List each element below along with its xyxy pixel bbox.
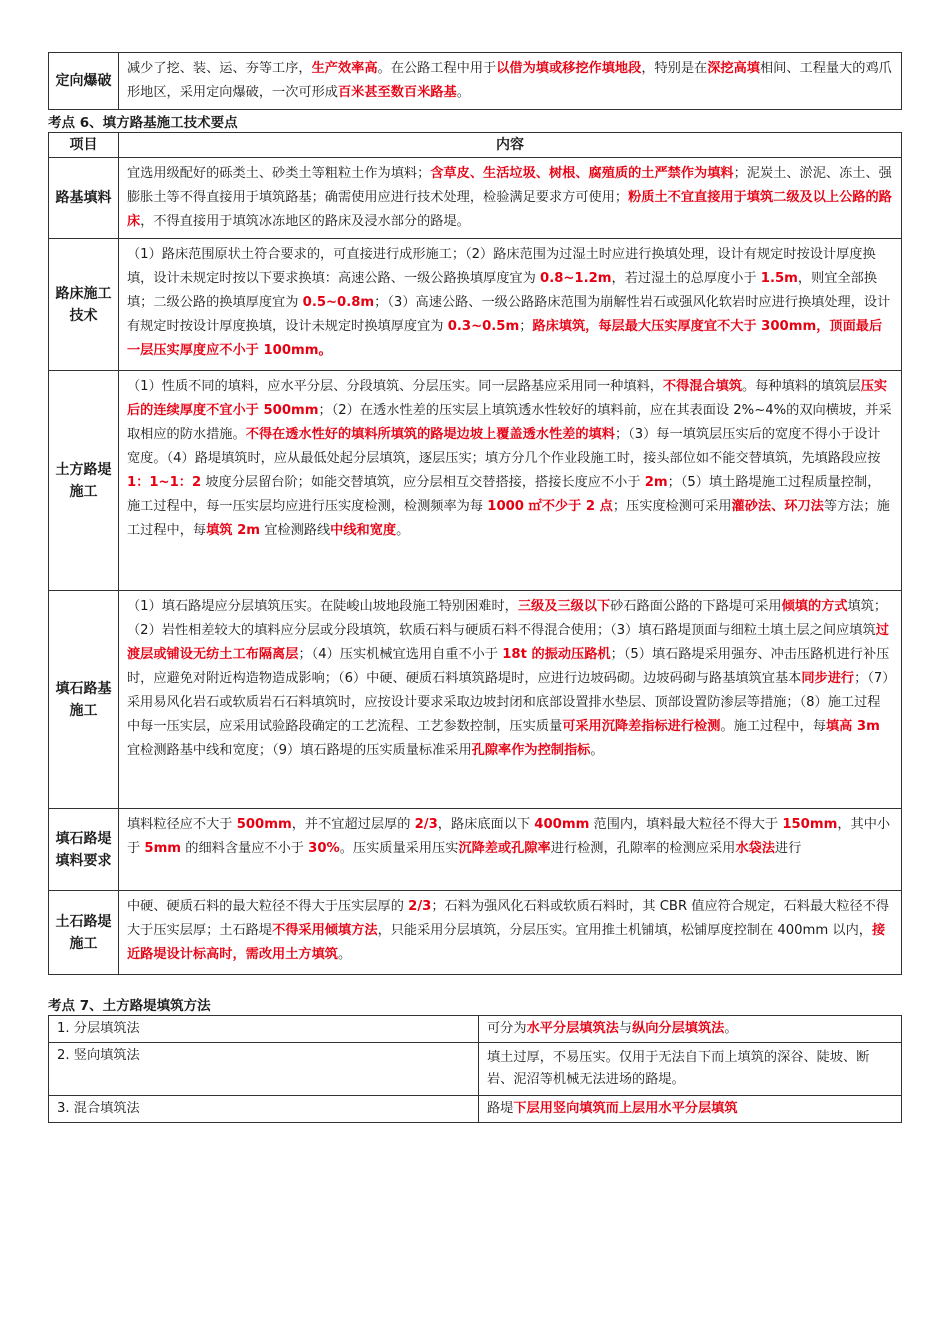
highlight-text: 1000 ㎡不少于 2 点 <box>487 499 613 514</box>
text-segment: 相间、工程量大的鸡爪形地区，采用定向爆破，一次可形成 <box>127 61 892 100</box>
text-segment: 。 <box>396 523 410 538</box>
highlight-text: 沉降差或孔隙率 <box>458 841 551 856</box>
text-segment: （1）路床范围原状土符合要求的，可直接进行成形施工；（2）路床范围为过湿土时应进行换填处理，设计有规定时按设计厚度换填，设计未规定时按以下要求换填：高速公路、一级公路换填厚度宜为 <box>127 247 876 286</box>
row-content <box>119 239 902 371</box>
highlight-text: 填高 3m <box>825 719 880 734</box>
text-segment: ；泥炭土、淤泥、冻土、强膨胀土等不得直接用于填筑路基；确需使用应进行技术处理，检验满足要求方可使用； <box>127 166 892 205</box>
text-segment: （1）性质不同的填料，应水平分层、分段填筑、分层压实。同一层路基应采用同一种填料， <box>127 379 663 394</box>
table-row <box>49 1043 902 1096</box>
text-segment: 填土过厚，不易压实。仅用于无法自下而上填筑的深谷、陡坡、断岩、泥沼等机械无法进场的路堤。 <box>487 1050 870 1087</box>
row-label: 填石路基施工 <box>49 591 119 809</box>
table-row <box>49 591 902 809</box>
row-content <box>119 371 902 591</box>
text-segment: 。 <box>338 947 352 962</box>
text-segment: ；（3）每一填筑层压实后的宽度不得小于设计宽度。（4）路堤填筑时，应从最低处起分层填筑，逐层压实；填方分几个作业段施工时，接头部位如不能交替填筑，先填路段应按 <box>127 427 881 466</box>
row-label: 土方路堤施工 <box>49 371 119 591</box>
row-label: 填石路堤填料要求 <box>49 809 119 891</box>
highlight-text: 灌砂法、环刀法 <box>731 499 824 514</box>
method-name: 2. 竖向填筑法 <box>49 1043 479 1096</box>
highlight-text: 下层用竖向填筑而上层用水平分层填筑 <box>513 1101 738 1116</box>
highlight-text: 不得在透水性好的填料所填筑的路堤边坡上覆盖透水性差的填料 <box>245 427 615 442</box>
highlight-text: 18t 的振动压路机 <box>502 647 611 662</box>
highlight-text: 不得采用倾填方法 <box>272 923 378 938</box>
text-segment: 。每种填料的填筑层 <box>742 379 861 394</box>
highlight-text: 纵向分层填筑法 <box>632 1021 725 1036</box>
highlight-text: 以借为填或移挖作填地段 <box>496 61 642 76</box>
table-row <box>49 239 902 371</box>
text-segment: ；（5）填石路堤采用强夯、冲击压路机进行补压时，应避免对附近构造物造成影响；（6）中硬、硬质石料填筑路堤时，应进行边坡码砌。边坡码砌与路基填筑宜基本 <box>127 647 890 686</box>
table-row <box>49 371 902 591</box>
text-segment: ；（7）采用易风化岩石或软质岩石石料填筑时，应按设计要求采取边坡封闭和底部设置排水垫层、顶部设置防渗层等措施；（8）施工过程中每一压实层，应采用试验路段确定的工艺流程、工艺参数控制，压实质量 <box>127 671 889 734</box>
highlight-text: 不得混合填筑 <box>662 379 743 394</box>
highlight-text: 0.8~1.2m <box>540 271 612 286</box>
table-header-row <box>49 133 902 158</box>
text-segment: （1）填石路堤应分层填筑压实。在陡峻山坡地段施工特别困难时， <box>127 599 518 614</box>
highlight-text: 可采用沉降差指标进行检测 <box>562 719 721 734</box>
text-segment: ，不得直接用于填筑冰冻地区的路床及浸水部分的路堤。 <box>140 214 470 229</box>
highlight-text: 接近路堤设计标高时，需改用土方填筑 <box>127 923 886 962</box>
text-segment: 范围内，填料最大粒径不得大于 <box>589 817 783 832</box>
table-row <box>49 891 902 975</box>
text-segment: 可分为 <box>487 1021 527 1036</box>
method-name: 1. 分层填筑法 <box>49 1016 479 1043</box>
highlight-text: 400mm <box>534 817 590 832</box>
highlight-text: 5mm <box>144 841 182 856</box>
highlight-text: 1：1~1：2 <box>127 475 202 490</box>
row-label: 土石路堤施工 <box>49 891 119 975</box>
row-content <box>119 591 902 809</box>
text-segment: ；（5）填土路堤施工过程质量控制，施工过程中，每一压实层均应进行压实度检测，检测频率为每 <box>127 475 881 514</box>
text-segment: 中硬、硬质石料的最大粒径不得大于压实层厚的 <box>127 899 409 914</box>
text-segment: 路堤 <box>487 1101 514 1116</box>
highlight-text: 30% <box>308 841 340 856</box>
text-segment: 的细料含量应不小于 <box>181 841 309 856</box>
highlight-text: 路床填筑，每层最大压实厚度宜不大于 300mm，顶面最后一层压实厚度应不小于 100mm。 <box>127 319 883 358</box>
method-name: 3. 混合填筑法 <box>49 1096 479 1123</box>
table-6 <box>48 132 902 975</box>
text-segment: ；（4）压实机械宜选用自重不小于 <box>298 647 503 662</box>
highlight-text: 中线和宽度 <box>330 523 397 538</box>
text-segment: 宜检测路线 <box>260 523 331 538</box>
text-segment: 。 <box>456 85 470 100</box>
text-segment: 与 <box>618 1021 633 1036</box>
text-segment: ；压实度检测可采用 <box>612 499 732 514</box>
highlight-text: 倾填的方式 <box>781 599 848 614</box>
highlight-text: 500mm <box>236 817 292 832</box>
header-item: 项目 <box>49 133 119 158</box>
text-segment: ，则宜全部换填；二级公路的换填厚度宜为 <box>127 271 878 310</box>
section-6-title: 考点 6、填方路基施工技术要点 <box>48 115 238 131</box>
text-segment: ；石料为强风化石料或软质石料时，其 CBR 值应符合规定，石料最大粒径不得大于压实层厚；土石路堤 <box>127 899 890 938</box>
highlight-text: 同步进行 <box>801 671 855 686</box>
text-segment: ，路床底面以下 <box>437 817 535 832</box>
highlight-text: 孔隙率作为控制指标 <box>471 743 591 758</box>
highlight-text: 150mm <box>782 817 838 832</box>
text-segment: 宜检测路基中线和宽度；（9）填石路堤的压实质量标准采用 <box>127 743 472 758</box>
table-row <box>49 809 902 891</box>
text-segment: 填筑；（2）岩性相差较大的填料应分层或分段填筑，软质石料与硬质石料不得混合使用；（3）填石路堤顶面与细粒土填土层之间应填筑 <box>127 599 888 638</box>
section-7-title: 考点 7、土方路堤填筑方法 <box>48 998 211 1014</box>
table-row <box>49 53 902 110</box>
text-segment: 。在公路工程中用于 <box>377 61 497 76</box>
highlight-text: 0.3~0.5m <box>447 319 520 334</box>
text-segment: 。 <box>590 743 604 758</box>
text-segment: ，特别是在 <box>641 61 708 76</box>
text-segment: 填料粒径应不大于 <box>127 817 237 832</box>
highlight-text: 填筑 2m <box>206 523 261 538</box>
method-desc <box>479 1096 902 1123</box>
text-segment: 减少了挖、装、运、夯等工序， <box>127 61 312 76</box>
text-segment: ，只能采用分层填筑，分层压实。宜用推土机铺填，松铺厚度控制在 400mm 以内， <box>377 923 872 938</box>
text-segment: 坡度分层留台阶；如能交替填筑，应分层相互交替搭接，搭接长度应不小于 <box>201 475 645 490</box>
method-desc <box>479 1016 902 1043</box>
text-segment: ，并不宜超过层厚的 <box>291 817 415 832</box>
highlight-text: 0.5~0.8m <box>302 295 375 310</box>
document-page <box>48 52 902 1123</box>
text-segment: ；（3）高速公路、一级公路路床范围为崩解性岩石或强风化软岩时应进行换填处理，设计有规定时按设计厚度换填，设计未规定时换填厚度宜为 <box>127 295 891 334</box>
highlight-text: 2/3 <box>414 817 438 832</box>
row-content <box>119 158 902 239</box>
highlight-text: 水袋法 <box>735 841 775 856</box>
highlight-text: 2m <box>644 475 668 490</box>
table-7 <box>48 1015 902 1123</box>
table-row <box>49 158 902 239</box>
text-segment: 。施工过程中，每 <box>720 719 826 734</box>
highlight-text: 生产效率高 <box>311 61 378 76</box>
table-row <box>49 1096 902 1123</box>
row-label: 定向爆破 <box>49 53 119 110</box>
table-row <box>49 1016 902 1043</box>
row-content <box>119 809 902 891</box>
highlight-text: 压实后的连续厚度不宜小于 500mm <box>127 379 888 418</box>
text-segment: 进行 <box>774 841 802 856</box>
text-segment: ；（2）在透水性差的压实层上填筑透水性较好的填料前，应在其表面设 2%~4%的双向横坡，并采取相应的防水措施。 <box>127 403 892 442</box>
highlight-text: 水平分层填筑法 <box>526 1021 619 1036</box>
header-content: 内容 <box>119 133 902 158</box>
highlight-text: 2/3 <box>408 899 432 914</box>
table-row0 <box>48 52 902 110</box>
highlight-text: 百米甚至数百米路基 <box>338 85 457 100</box>
highlight-text: 粉质土不宜直接用于填筑二级及以上公路的路床 <box>127 190 892 229</box>
text-segment: 宜选用级配好的砾类土、砂类土等粗粒土作为填料； <box>127 166 431 181</box>
row-content <box>119 891 902 975</box>
text-segment: ，若过湿土的总厚度小于 <box>611 271 761 286</box>
highlight-text: 1.5m <box>760 271 798 286</box>
highlight-text: 过渡层或铺设无纺土工布隔离层 <box>127 623 889 662</box>
highlight-text: 含草皮、生活垃圾、树根、腐殖质的土严禁作为填料 <box>430 166 734 181</box>
text-segment: ； <box>519 319 533 334</box>
text-segment: 进行检测，孔隙率的检测应采用 <box>550 841 736 856</box>
text-segment: 等方法；施工过程中，每 <box>127 499 890 538</box>
text-segment: 砂石路面公路的下路堤可采用 <box>610 599 782 614</box>
row-label: 路基填料 <box>49 158 119 239</box>
method-desc <box>479 1043 902 1096</box>
text-segment: ，其中小于 <box>127 817 891 856</box>
row-content <box>119 53 902 110</box>
row-label: 路床施工技术 <box>49 239 119 371</box>
text-segment: 。压实质量采用压实 <box>339 841 459 856</box>
highlight-text: 三级及三级以下 <box>517 599 611 614</box>
highlight-text: 深挖高填 <box>707 61 760 76</box>
text-segment: 。 <box>724 1021 738 1036</box>
